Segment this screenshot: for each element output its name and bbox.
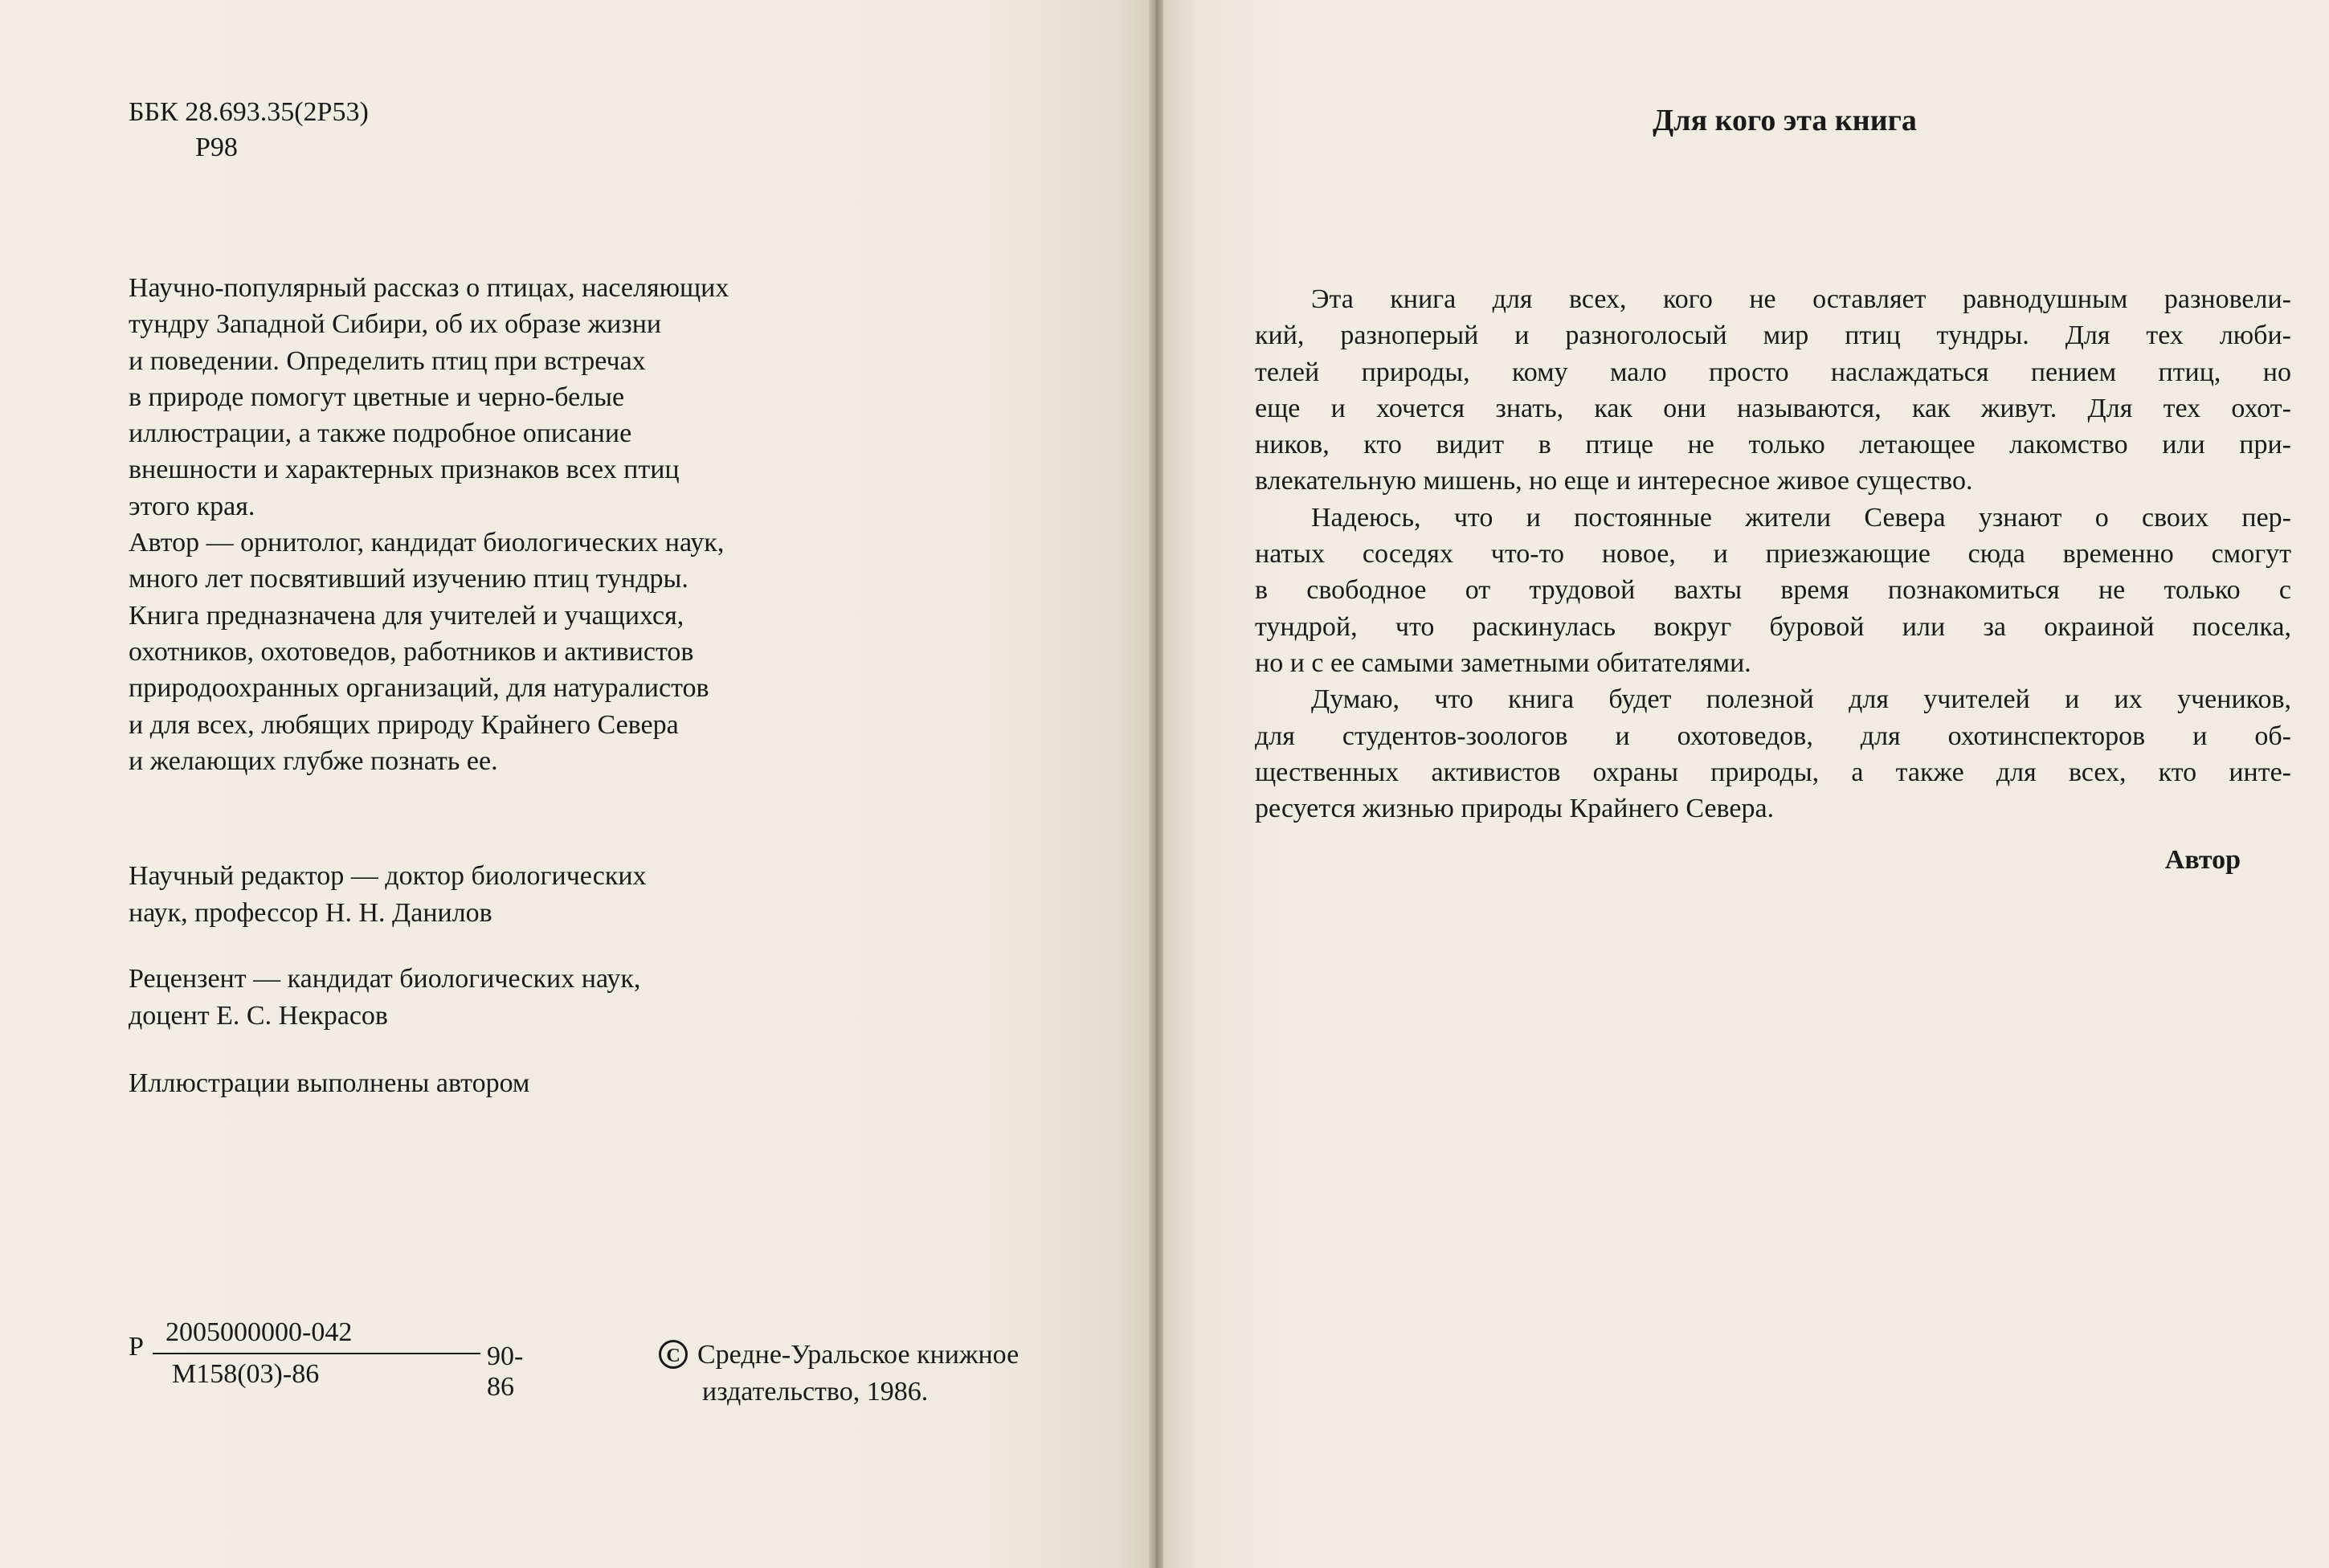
catalog-suffix: 90-86 [487, 1341, 524, 1402]
text-line: Эта книга для всех, кого не оставляет равнодушным разновели- [1311, 284, 2291, 314]
annotation-line: много лет посвятивший изучению птиц тундры. [129, 564, 688, 594]
text-line: щественных активистов охраны природы, а также для всех, кто инте- [1255, 757, 2291, 787]
page-title: Для кого эта книга [1653, 104, 1917, 137]
text-line: телей природы, кому мало просто наслаждаться пением птиц, но [1255, 357, 2291, 387]
editor-line: наук, профессор Н. Н. Данилов [129, 898, 492, 928]
annotation-line: иллюстрации, а также подробное описание [129, 419, 632, 449]
annotation-line: охотников, охотоведов, работников и активистов [129, 636, 694, 667]
annotation-line: этого края. [129, 491, 255, 521]
text-line: но и с ее самыми заметными обитателями. [1255, 647, 1751, 678]
text-line: ников, кто видит в птице не только летающее лакомство или при- [1255, 430, 2291, 460]
reviewer-line: доцент Е. С. Некрасов [129, 1001, 388, 1031]
annotation-line: природоохранных организаций, для натуралистов [129, 673, 709, 704]
text-line: натых соседях что-то новое, и приезжающие сюда временно смогут [1255, 539, 2291, 570]
book-gutter [1149, 0, 1163, 1568]
annotation-line: тундру Западной Сибири, об их образе жизни [129, 309, 662, 340]
bbk-code: ББК 28.693.35(2Р53) [129, 97, 369, 127]
publisher-line: издательство, 1986. [702, 1377, 929, 1407]
copyright-icon: C [659, 1340, 688, 1369]
author-signature: Автор [2164, 845, 2241, 875]
annotation-line: в природе помогут цветные и черно-белые [129, 382, 625, 412]
text-line: Надеюсь, что и постоянные жители Севера узнают о своих пер- [1311, 502, 2291, 533]
copyright [659, 1337, 1019, 1411]
illustrations-credit: Иллюстрации выполнены автором [129, 1068, 530, 1098]
right-page [1163, 0, 2329, 1568]
text-line: Думаю, что книга будет полезной для учителей и их учеников, [1311, 684, 2291, 715]
editor-line: Научный редактор — доктор биологических [129, 861, 647, 891]
annotation-line: и желающих глубже познать ее. [129, 745, 498, 776]
text-line: для студентов-зоологов и охотоведов, для охотинспекторов и об- [1255, 721, 2291, 751]
reviewer-line: Рецензент — кандидат биологических наук, [129, 964, 641, 994]
annotation-line: и для всех, любящих природу Крайнего Севера [129, 709, 679, 740]
text-line: кий, разноперый и разноголосый мир птиц тундры. Для тех люби- [1255, 321, 2291, 351]
catalog-code [129, 1317, 524, 1402]
catalog-numerator: 2005000000-042 [165, 1317, 353, 1347]
text-line: в свободное от трудовой вахты время познакомиться не только с [1255, 575, 2291, 606]
text-line: тундрой, что раскинулась вокруг буровой или за окраиной поселка, [1255, 611, 2291, 642]
text-line: еще и хочется знать, как они называются, как живут. Для тех охот- [1255, 393, 2291, 423]
annotation-line: Книга предназначена для учителей и учащихся, [129, 600, 684, 631]
annotation-line: и поведении. Определить птиц при встречах [129, 345, 646, 376]
publisher-line: Средне-Уральское книжное [697, 1340, 1019, 1370]
reviewer [129, 961, 852, 1035]
preface-body [1255, 281, 2291, 827]
fraction-rule [153, 1353, 480, 1354]
annotation-line: Автор — орнитолог, кандидат биологических наук, [129, 528, 725, 558]
annotation-line: внешности и характерных признаков всех птиц [129, 455, 680, 485]
text-line: влекательную мишень, но еще и интересное живое существо. [1255, 466, 1973, 496]
left-page [0, 0, 1149, 1568]
annotation-line: Научно-популярный рассказ о птицах, населяющих [129, 273, 729, 303]
bbk-index: Р98 [195, 133, 238, 162]
text-line: ресуется жизнью природы Крайнего Севера. [1255, 794, 1775, 824]
scientific-editor [129, 858, 852, 932]
catalog-letter: Р [129, 1332, 144, 1362]
catalog-denominator: М158(03)-86 [172, 1359, 320, 1389]
annotation [129, 270, 852, 779]
